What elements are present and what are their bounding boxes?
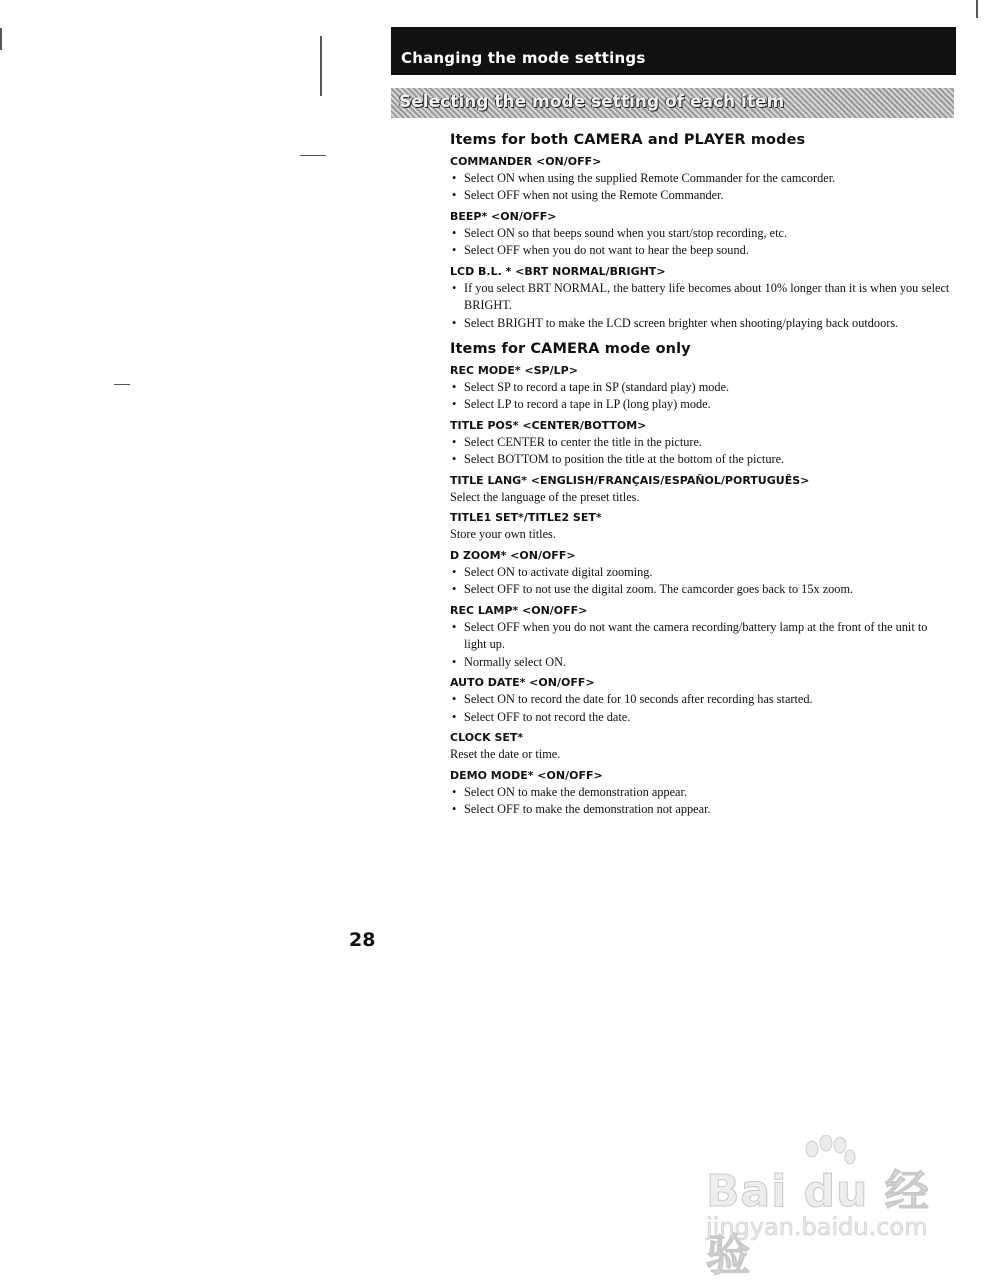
- watermark-main: Bai du 经验: [706, 1166, 930, 1281]
- bullet-item: • Select SP to record a tape in SP (standard play) mode.: [450, 379, 950, 397]
- bullet-item: • Select ON so that beeps sound when you start/stop recording, etc.: [450, 225, 950, 243]
- bullet-item: • Select OFF to not use the digital zoom. The camcorder goes back to 15x zoom.: [450, 581, 950, 599]
- bullet-item: • If you select BRT NORMAL, the battery life becomes about 10% longer than it is when you select BRIGHT.: [450, 280, 950, 315]
- bullet-item: • Select OFF when you do not want to hear the beep sound.: [450, 242, 950, 260]
- bullet-item: • Select BOTTOM to position the title at the bottom of the picture.: [450, 451, 950, 469]
- item-bullets: [450, 280, 950, 333]
- bullet-item: • Select ON to record the date for 10 seconds after recording has started.: [450, 691, 950, 709]
- item-bullets: [450, 619, 950, 672]
- item-bullets: [450, 379, 950, 414]
- item-title: D ZOOM* <ON/OFF>: [450, 548, 576, 562]
- scan-mark: [976, 0, 978, 18]
- bullet-item: • Select OFF when not using the Remote Commander.: [450, 187, 950, 205]
- item-text: Select the language of the preset titles.: [450, 489, 640, 504]
- item-bullets: [450, 170, 950, 205]
- bullet-item: • Select BRIGHT to make the LCD screen brighter when shooting/playing back outdoors.: [450, 315, 950, 333]
- bullet-item: • Select OFF to make the demonstration not appear.: [450, 801, 950, 819]
- item-title: TITLE1 SET*/TITLE2 SET*: [450, 511, 602, 524]
- item-bullets: [450, 691, 950, 726]
- watermark-url: jingyan.baidu.com: [706, 1213, 928, 1241]
- item-bullets: [450, 434, 950, 469]
- item-title: COMMANDER <ON/OFF>: [450, 154, 602, 168]
- page-title: Changing the mode settings: [401, 49, 646, 67]
- item-title: TITLE POS* <CENTER/BOTTOM>: [450, 418, 647, 432]
- bullet-item: • Select CENTER to center the title in the picture.: [450, 434, 950, 452]
- item-title: LCD B.L. * <BRT NORMAL/BRIGHT>: [450, 264, 666, 278]
- bullet-item: • Select OFF when you do not want the camera recording/battery lamp at the front of the unit to light up.: [450, 619, 950, 654]
- item-title: DEMO MODE* <ON/OFF>: [450, 768, 603, 782]
- subtitle-banner: [391, 88, 954, 118]
- bullet-item: • Select ON to activate digital zooming.: [450, 564, 950, 582]
- item-title: BEEP* <ON/OFF>: [450, 209, 557, 223]
- item-text: Reset the date or time.: [450, 747, 561, 761]
- bullet-item: • Select ON when using the supplied Remote Commander for the camcorder.: [450, 170, 950, 188]
- section-heading: Items for CAMERA mode only: [450, 341, 691, 357]
- scan-mark: [0, 28, 2, 50]
- scan-mark: [320, 36, 322, 96]
- bullet-item: • Select LP to record a tape in LP (long play) mode.: [450, 396, 950, 414]
- item-title: REC MODE* <SP/LP>: [450, 363, 578, 377]
- bullet-item: • Normally select ON.: [450, 654, 950, 672]
- item-bullets: [450, 225, 950, 260]
- item-title: REC LAMP* <ON/OFF>: [450, 603, 588, 617]
- baidu-watermark-logo: [700, 1135, 950, 1281]
- page-number: 28: [349, 929, 376, 951]
- page-subtitle: Selecting the mode setting of each item: [399, 92, 785, 112]
- scan-mark: [114, 384, 130, 385]
- bullet-item: • Select OFF to not record the date.: [450, 709, 950, 727]
- item-text: Store your own titles.: [450, 527, 556, 541]
- scan-mark: [300, 155, 326, 156]
- item-bullets: [450, 784, 950, 819]
- item-title: CLOCK SET*: [450, 731, 524, 744]
- settings-content: [450, 130, 950, 819]
- item-title: TITLE LANG* <ENGLISH/FRANÇAIS/ESPAÑOL/PORTUGUÊS>: [450, 473, 810, 487]
- item-title: AUTO DATE* <ON/OFF>: [450, 676, 595, 689]
- section-header-bar: [391, 27, 956, 75]
- bullet-item: • Select ON to make the demonstration appear.: [450, 784, 950, 802]
- item-bullets: [450, 564, 950, 599]
- section-heading: Items for both CAMERA and PLAYER modes: [450, 132, 806, 148]
